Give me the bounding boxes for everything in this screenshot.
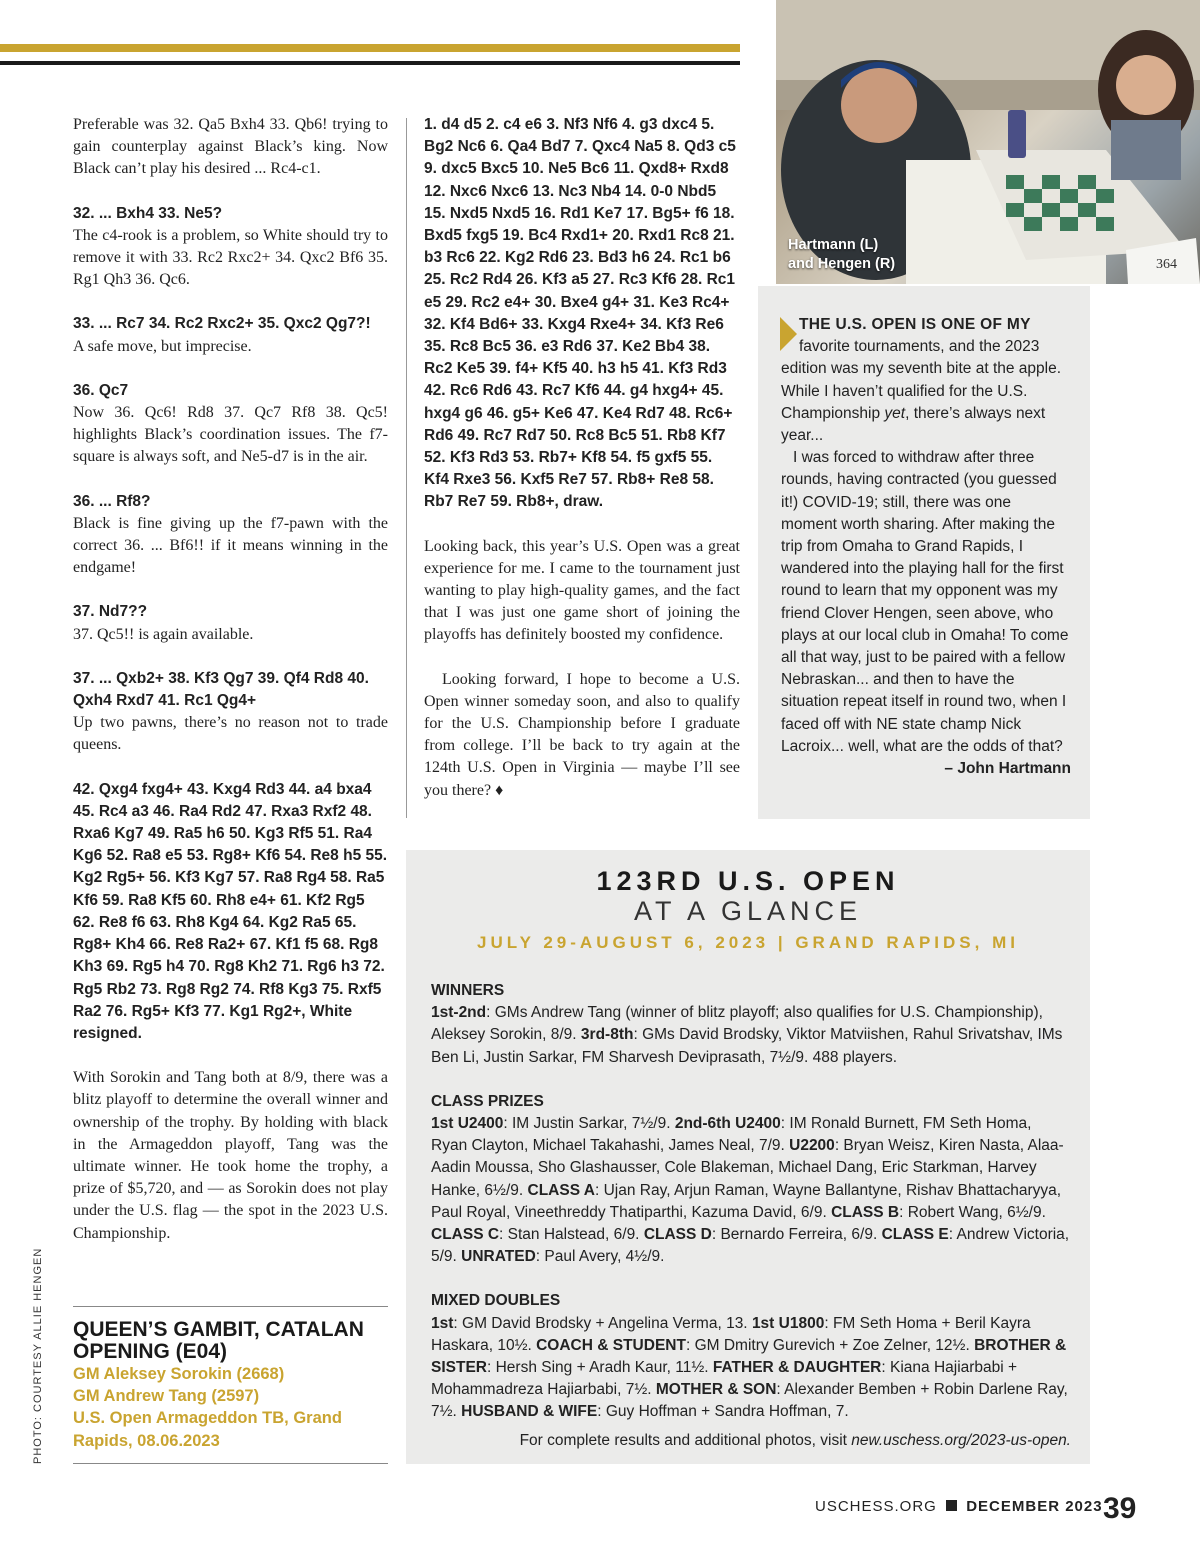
annotation-text: Up two pawns, there’s no reason not to trade queens. [73, 714, 388, 754]
page-footer [815, 1498, 1103, 1515]
sidebar-signature: – John Hartmann [944, 760, 1071, 778]
annotation-text: 37. Qc5!! is again available. [73, 625, 254, 643]
game-black-player: GM Andrew Tang (2597) [73, 1387, 260, 1406]
glance-dateline: JULY 29-AUGUST 6, 2023 | GRAND RAPIDS, MI [477, 933, 1019, 952]
game-title: QUEEN’S GAMBIT, CATALAN OPENING (E04) [73, 1318, 364, 1363]
mixed-doubles-section: MIXED DOUBLES 1st: GM David Brodsky + Angelina Verma, 13. 1st U1800: FM Seth Homa + Beril Kayra Haskara, 10½. COACH & STUDENT: GM Dmitry Gurevich + Zoe Zelner, 12½. BROTHER & SISTER: Hersh Sing + Aradh Kaur, 11½. FATHER & DAUGHTER: Kiana Hajiarbabi + Mohammadreza Hajiarbabi, 7½. MOTHER & SON: Alexander Bemben + Robin Darlene Ray, 7½. HUSBAND & WIFE: Guy Hoffman + Sandra Hoffman, 7. [431, 1290, 1071, 1423]
article-column-2 [424, 114, 740, 802]
move-text: 42. Qxg4 fxg4+ 43. Kxg4 Rd3 44. a4 bxa4 45. Rc4 a3 46. Ra4 Rd2 47. Rxa3 Rxf2 48. Rxa6 Kg7 49. Ra5 h6 50. Kg3 Rf5 51. Ra4 Kg6 52. Ra8 e5 53. Rg8+ Kf6 54. Re8 h5 55. Kg2 Rg5+ 56. Kf3 Kg7 57. Ra8 Rg4 58. Ra5 Kf6 59. Ra8 Kf5 60. Rh8 e4+ 61. Kf2 Rg5 62. Re8 f6 63. Rh8 Kg4 64. Kg2 Ra5 65. Rg8+ Kh4 66. Re8 Ra2+ 67. Kf1 f5 68. Rg8 Kh3 69. Rg5 h4 70. Rg8 Kh2 71. Rg6 h3 72. Rg5 Rb2 73. Rg8 Rg2 74. Rf8 Kg3 75. Rxf5 Ra2 76. Rg5+ Kf3 77. Kg1 Rg2+, White resigned. [73, 780, 388, 1042]
section-heading: CLASS PRIZES [431, 1092, 544, 1110]
photo-caption: Hartmann (L) and Hengen (R) [788, 237, 896, 272]
end-mark-icon: ♦ [495, 781, 504, 799]
results-link[interactable]: new.uschess.org/2023-us-open. [851, 1431, 1071, 1449]
annotation-text: The c4-rook is a problem, so White should try to remove it with 33. Rc2 Rxc2+ 34. Qxc2 Bf6 35. Rg1 Qh3 36. Qc6. [73, 226, 388, 289]
move-text: 37. ... Qxb2+ 38. Kf3 Qg7 39. Qf4 Rd8 40. Qxh4 Rxd7 41. Rc1 Qg4+ [73, 669, 369, 710]
game-event: U.S. Open Armageddon TB, Grand Rapids, 08.06.2023 [73, 1409, 342, 1450]
column-divider [406, 118, 407, 818]
annotation-text: Now 36. Qc6! Rd8 37. Qc7 Rf8 38. Qc5! highlights Black’s coordination issues. The f7-square is always soft, and Ne5-d7 is in the air. [73, 404, 388, 466]
header-rule-gold [0, 44, 740, 52]
header-rule-black [0, 61, 740, 65]
at-a-glance-box [406, 850, 1090, 1464]
move-text: 37. Nd7?? [73, 603, 148, 621]
author-sidebar [758, 286, 1090, 819]
winners-section: WINNERS 1st-2nd: GMs Andrew Tang (winner of blitz playoff; also qualifies for U.S. Championship), Aleksey Sorokin, 8/9. 3rd-8th: GMs David Brodsky, Viktor Matviishen, Rahul Srivatshav, IMs Ben Li, Justin Sarkar, FM Sharvesh Deviprasath, 7½/9. 488 players. [431, 980, 1071, 1069]
tournament-photo [776, 0, 1200, 284]
glance-subtitle: AT A GLANCE [633, 896, 863, 926]
body-paragraph: Looking back, this year’s U.S. Open was a great experience for me. I came to the tournament just wanting to play high-quality games, and the fact that I was just one game short of joining the playoffs has definitely boosted my confidence. [424, 537, 740, 644]
section-heading: WINNERS [431, 982, 505, 999]
photo-credit: PHOTO: COURTESY ALLIE HENGEN [32, 1247, 44, 1464]
sidebar-lead: THE U.S. OPEN IS ONE OF MY [799, 316, 1031, 333]
move-text: 32. ... Bxh4 33. Ne5? [73, 204, 223, 222]
footer-square-icon [946, 1500, 957, 1511]
glance-title: 123RD U.S. OPEN [596, 866, 900, 896]
annotation-text: A safe move, but imprecise. [73, 337, 252, 355]
game-moves: 1. d4 d5 2. c4 e6 3. Nf3 Nf6 4. g3 dxc4 5. Bg2 Nc6 6. Qa4 Bd7 7. Qxc4 Na5 8. Qd3 c5 9. dxc5 Bxc5 10. Ne5 Bc6 11. Qxd8+ Rxd8 12. Nxc6 Nxc6 13. Nc3 Nb4 14. 0-0 Nbd5 15. Nxd5 Nxd5 16. Rd1 Ke7 17. Bg5+ f6 18. Bxd5 fxg5 19. Bc4 Rxd1+ 20. Rxd1 Rc8 21. b3 Rc6 22. Kg2 Rd6 23. Bd3 h6 24. Rc1 b6 25. Rc2 Rd4 26. Kf3 a5 27. Rc3 Kf6 28. Rc1 e5 29. Rc2 e4+ 30. Bxe4 g4+ 31. Ke3 Rc4+ 32. Kf4 Bd6+ 33. Kxg4 Rxe4+ 34. Kf3 Re6 35. Rc8 Bc5 36. e3 Rd6 37. Ke2 Bb4 38. Rc2 Ke5 39. f4+ Kf5 40. h3 h5 41. Kf3 Rd3 42. Rc6 Rd6 43. Rc7 Kf6 44. g4 hxg4+ 45. hxg4 g6 46. g5+ Ke6 47. Ke4 Rd7 48. Rc6+ Rd6 49. Rc7 Rd7 50. Rc8 Bc5 51. Rb8 Kf7 52. Kf3 Rd3 53. Rb7+ Kf8 54. f5 gxf5 55. Kf4 Rxe3 56. Kxf5 Re7 57. Rb8+ Re8 58. Rb7 Re7 59. Rb8+, draw. [424, 116, 736, 511]
sidebar-paragraph: I was forced to withdraw after three rounds, having contracted (you guessed it!) COVID-19; still, there was one moment worth sharing. After making the trip from Omaha to Grand Rapids, I wandered into the playing hall for the first round to learn that my opponent was my friend Clover Hengen, seen above, who plays at our local club in Omaha! To come all that way, just to be paired with a fellow Nebraskan... and then to have the situation repeat itself in round two, when I faced off with NE state champ Nick Lacroix... well, what are the odds of that? [781, 449, 1069, 755]
game-white-player: GM Aleksey Sorokin (2668) [73, 1365, 285, 1383]
class-prizes-section: CLASS PRIZES 1st U2400: IM Justin Sarkar, 7½/9. 2nd-6th U2400: IM Ronald Burnett, FM Seth Homa, Ryan Clayton, Michael Takahashi, James Neal, 7/9. U2200: Bryan Weisz, Kiren Nasta, Alaa-Aadin Moussa, Sho Glashausser, Cole Blakeman, Michael Dang, Eric Starkman, Harvey Hanke, 6½/9. CLASS A: Ujan Ray, Arjun Raman, Wayne Ballantyne, Rishav Bhattacharyya, Paul Royal, Vineethreddy Thatiparthi, Kazuma David, 6/9. CLASS B: Robert Wang, 6½/9. CLASS C: Stan Halstead, 6/9. CLASS D: Bernardo Ferreira, 6/9. CLASS E: Andrew Victoria, 5/9. UNRATED: Paul Avery, 4½/9. [431, 1092, 1070, 1266]
game-header [73, 1306, 388, 1464]
move-text: 36. ... Rf8? [73, 492, 151, 510]
body-paragraph: Looking forward, I hope to become a U.S. Open winner someday soon, and also to qualify for the U.S. Championship before I graduate from college. I’ll be back to try again at the 124th U.S. Open in Virginia — maybe I’ll see you there? ♦ [424, 670, 740, 799]
article-column-1 [73, 114, 388, 1267]
annotation-text: With Sorokin and Tang both at 8/9, there was a blitz playoff to determine the overall winner and ownership of the trophy. By holding with black in the Armageddon playoff, Tang was the ultimate winner. He took home the trophy, a prize of $5,720, and — as Sorokin does not play under the U.S. flag — the spot in the 2023 U.S. Championship. [73, 1069, 388, 1242]
sidebar-paragraph: favorite tournaments, and the 2023 edition was my seventh bite at the apple. While I haven’t qualified for the U.S. Championship yet, there’s always next year... [781, 338, 1062, 445]
move-text: 36. Qc7 [73, 381, 129, 399]
annotation-text: Black is fine giving up the f7-pawn with the correct 36. ... Bf6!! if it means winning in the endgame! [73, 514, 388, 577]
glance-results [431, 980, 1071, 1452]
move-text: 33. ... Rc7 34. Rc2 Rxc2+ 35. Qxc2 Qg7?! [73, 315, 371, 333]
footer-issue: DECEMBER 2023 [966, 1498, 1103, 1515]
annotation-text: Preferable was 32. Qa5 Bxh4 33. Qb6! trying to gain counterplay against Black’s king. Now Black can’t play his desired ... Rc4-c1. [73, 116, 388, 178]
results-link-line: For complete results and additional photos, visit new.uschess.org/2023-us-open. [519, 1431, 1071, 1449]
svg-text:364: 364 [1156, 257, 1177, 272]
page-number: 39 [1103, 1492, 1137, 1525]
footer-site: USCHESS.ORG [815, 1498, 937, 1515]
section-heading: MIXED DOUBLES [431, 1292, 561, 1310]
